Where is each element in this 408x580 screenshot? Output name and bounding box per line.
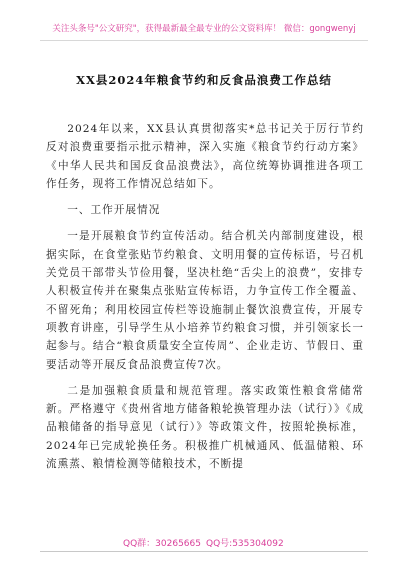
header-banner: 关注头条号"公文研究"，获得最新最全最专业的公文资料库！ 微信：gongwenyj xyxy=(52,24,356,34)
intro-paragraph: 2024年以来，XX县认真贯彻落实*总书记关于厉行节约反对浪费重要指示批示精神，深入实施《粮食节约行动方案》《中华人民共和国反食品浪费法》，高位统筹协调推进各项工作任务，现将工作情况总结如下。 xyxy=(46,123,364,190)
header-divider xyxy=(40,40,368,41)
footer-divider xyxy=(40,551,368,552)
footer-qq-number: QQ号:535304092 xyxy=(206,539,284,549)
footer-qq-group: QQ群：30265665 xyxy=(123,539,201,549)
body-paragraph: 二是加强粮食质量和规范管理。落实政策性粮食常储常新。严格遵守《贵州省地方储备粮轮换管理办法（试行）》《成品粮储备的指导意见（试行）》等政策文件，按照轮换标准，2024年已完成轮换任务。积极推广机械通风、低温储粮、环流熏蒸、粮情检测等储粮技术，不断提 xyxy=(46,384,364,471)
document-title: XX县2024年粮食节约和反食品浪费工作总结 xyxy=(76,73,332,87)
section-heading: 一、工作开展情况 xyxy=(67,204,161,217)
document-body xyxy=(46,120,364,473)
body-paragraph: 一是开展粮食节约宣传活动。结合机关内部制度建设，根据实际，在食堂张贴节约粮食、文明用餐的宣传标语，号召机关党员干部带头节俭用餐，坚决杜绝“舌尖上的浪费”，安排专人积极宣传并在聚集点张贴宣传标语，力争宣传工作全覆盖、不留死角；利用校园宣传栏等设施制止餐饮浪费宣传，开展专项教育讲座，引导学生从小培养节约粮食习惯，并引领家长一起参与。结合“粮食质量安全宣传周”、企业走访、节假日、重要活动等开展反食品浪费宣传7次。 xyxy=(46,230,364,371)
